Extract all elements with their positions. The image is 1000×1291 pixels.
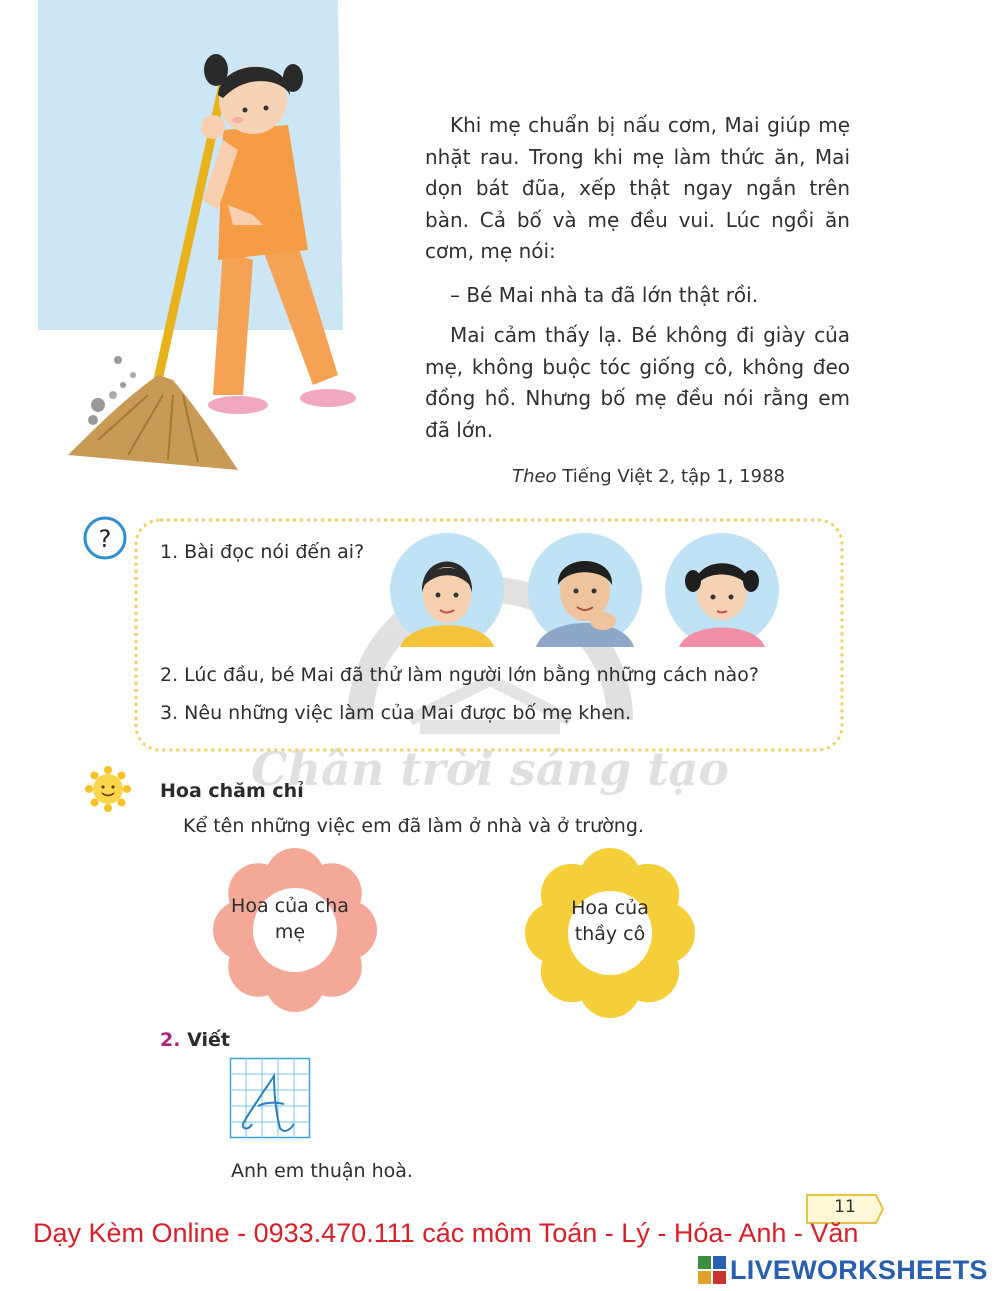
story-paragraph-1 <box>425 110 850 268</box>
sun-icon <box>85 766 131 812</box>
story-source <box>480 466 785 487</box>
liveworksheets-brand: LIVEWORKSHEETS <box>730 1254 988 1285</box>
source-prefix: Theo <box>512 466 557 487</box>
viet-section-title <box>160 1029 230 1051</box>
liveworksheets-logo <box>698 1255 988 1285</box>
watermark-text: Chân trời sáng tạo <box>250 742 730 796</box>
mother-portrait <box>390 533 504 647</box>
handwriting-grid <box>230 1058 310 1138</box>
story-paragraph-3 <box>425 320 850 446</box>
question-3: 3. Nêu những việc làm của Mai được bố mẹ khen. <box>160 702 632 724</box>
viet-section-number: 2. <box>160 1029 181 1051</box>
question-mark-icon <box>82 515 128 561</box>
writing-sentence: Anh em thuận hoà. <box>231 1160 413 1182</box>
question-2: 2. Lúc đầu, bé Mai đã thử làm người lớn bằng những cách nào? <box>160 664 759 686</box>
tutoring-ad-text: Dạy Kèm Online - 0933.470.111 các môm Toán - Lý - Hóa- Anh - Văn <box>33 1218 859 1248</box>
story-dialogue <box>425 280 850 312</box>
liveworksheets-icon <box>698 1256 726 1284</box>
flower-parents-label: Hoa của cha mẹ <box>231 895 349 943</box>
mai-portrait <box>665 533 779 647</box>
hoa-cham-chi-title: Hoa chăm chỉ <box>160 780 304 802</box>
question-mark-glyph: ? <box>98 525 112 553</box>
story-paragraph-3-text: Mai cảm thấy lạ. Bé không đi giày của mẹ, không buộc tóc giống cô, không đeo đồng hồ. Nhưng bố mẹ đều nói rằng em đã lớn. <box>425 323 850 442</box>
flower-teachers-label: Hoa của thầy cô <box>571 897 649 945</box>
viet-section-label: Viết <box>187 1029 230 1051</box>
page-number: 11 <box>834 1197 856 1217</box>
question-1: 1. Bài đọc nói đến ai? <box>160 541 365 563</box>
hoa-instruction: Kể tên những việc em đã làm ở nhà và ở trường. <box>183 815 644 837</box>
girl-sweeping-illustration <box>38 0 398 470</box>
source-title: Tiếng Việt 2, tập 1, 1988 <box>562 466 785 487</box>
story-dialogue-text: – Bé Mai nhà ta đã lớn thật rồi. <box>450 283 759 307</box>
father-portrait <box>528 533 642 647</box>
story-paragraph-1-text: Khi mẹ chuẩn bị nấu cơm, Mai giúp mẹ nhặt rau. Trong khi mẹ làm thức ăn, Mai dọn bát đũa, xếp thật ngay ngắn trên bàn. Cả bố và mẹ đều vui. Lúc ngồi ăn cơm, mẹ nói: <box>425 113 850 263</box>
